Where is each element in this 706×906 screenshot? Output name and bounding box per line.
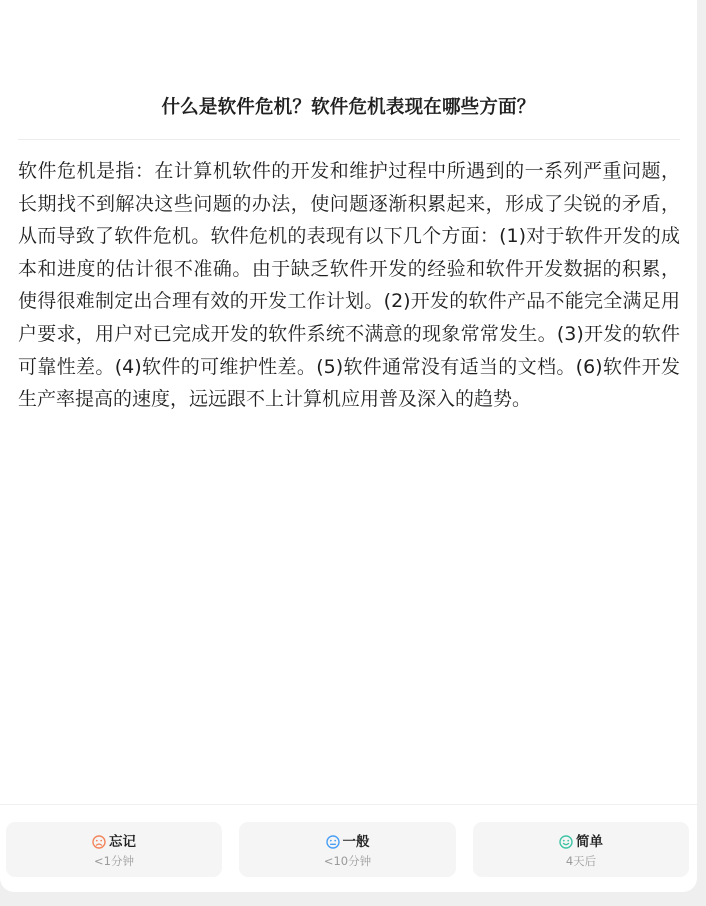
forget-interval: <1分钟 <box>94 854 134 868</box>
smile-face-icon <box>559 835 573 855</box>
easy-label: 简单 <box>576 834 603 850</box>
normal-button[interactable] <box>239 822 456 877</box>
answer-text: 软件危机是指：在计算机软件的开发和维护过程中所遇到的一系列严重问题，长期找不到解决这些问题的办法，使问题逐渐积累起来，形成了尖锐的矛盾，从而导致了软件危机。软件危机的表现有以下几个方面：(1)对于软件开发的成本和进度的估计很不准确。由于缺乏软件开发的经验和软件开发数据的积累，使得很难制定出合理有效的开发工作计划。(2)开发的软件产品不能完全满足用户要求，用户对已完成开发的软件系统不满意的现象常常发生。(3)开发的软件可靠性差。(4)软件的可维护性差。(5)软件通常没有适当的文档。(6)软件开发生产率提高的速度，远远跟不上计算机应用普及深入的趋势。 <box>18 160 680 411</box>
normal-label: 一般 <box>342 834 370 850</box>
normal-interval: <10分钟 <box>323 854 372 868</box>
easy-interval: 4天后 <box>565 854 597 868</box>
easy-button[interactable] <box>473 822 689 877</box>
question-text: 什么是软件危机？软件危机表现在哪些方面？ <box>161 97 536 118</box>
forget-button[interactable] <box>6 822 222 877</box>
forget-label: 忘记 <box>109 834 136 850</box>
frown-face-icon <box>92 835 106 855</box>
neutral-face-icon <box>326 835 340 855</box>
divider <box>18 139 680 140</box>
rating-bar <box>0 804 697 892</box>
